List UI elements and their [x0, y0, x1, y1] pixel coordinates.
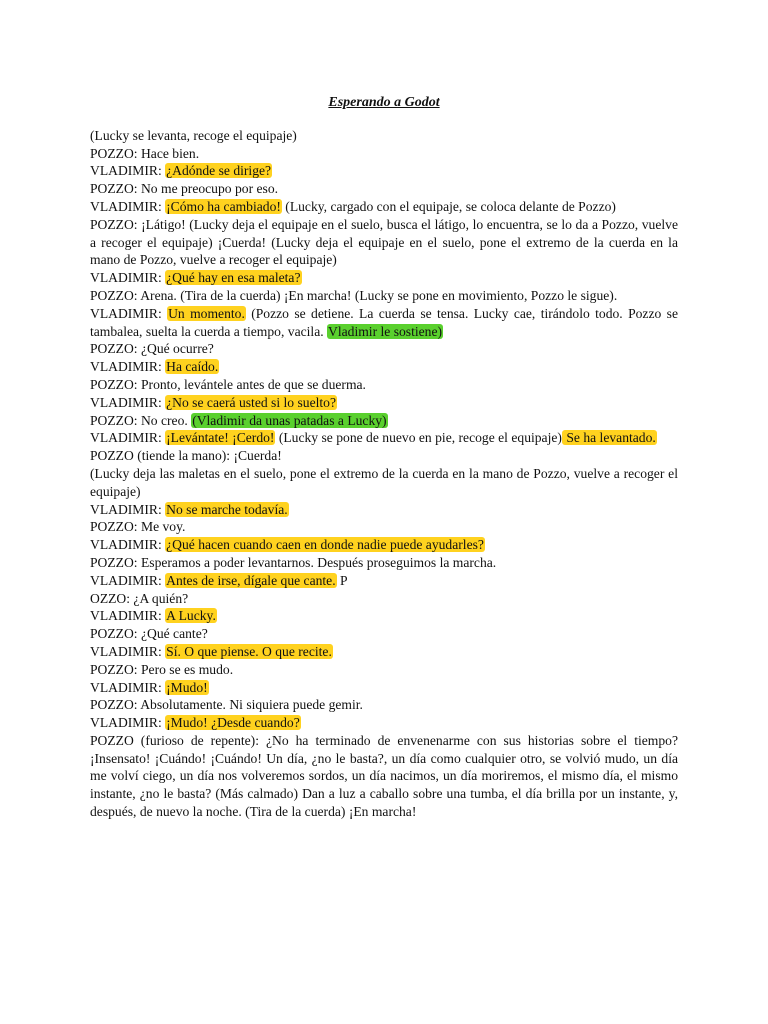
line-text: (Pozzo se detiene. La cuerda se tensa. Lucky cae, tirándolo todo. Pozzo se tambalea, suelta la cuerda a tiempo, vacila. [90, 305, 678, 339]
line-text: VLADIMIR: [90, 537, 166, 553]
dialogue-line [90, 127, 678, 145]
line-text: VLADIMIR: [90, 643, 166, 659]
highlight-yellow: ¿Qué hacen cuando caen en donde nadie puede ayudarles? [166, 537, 484, 553]
highlight-yellow: Sí. O que piense. O que recite. [166, 643, 332, 659]
highlight-yellow: ¡Mudo! [166, 679, 208, 695]
dialogue-line [90, 162, 678, 180]
dialogue-line [90, 661, 678, 679]
dialogue-line [90, 358, 678, 376]
line-text: POZZO: Arena. (Tira de la cuerda) ¡En marcha! (Lucky se pone en movimiento, Pozzo le sigue). [90, 287, 618, 303]
line-text: (Lucky se levanta, recoge el equipaje) [90, 127, 297, 143]
highlight-yellow: Ha caído. [166, 359, 219, 375]
line-text: POZZO (tiende la mano): ¡Cuerda! [90, 448, 282, 464]
dialogue-line [90, 518, 678, 536]
dialogue-line [90, 412, 678, 430]
line-text: POZZO: Me voy. [90, 519, 186, 535]
highlight-yellow: ¿Adónde se dirige? [166, 163, 272, 179]
dialogue-line [90, 447, 678, 465]
highlight-yellow: A Lucky. [166, 608, 216, 624]
dialogue-line [90, 625, 678, 643]
dialogue-line [90, 536, 678, 554]
dialogue-line [90, 590, 678, 608]
line-text: VLADIMIR: [90, 305, 168, 321]
dialogue-line [90, 465, 678, 501]
dialogue-line [90, 198, 678, 216]
line-text: VLADIMIR: [90, 198, 166, 214]
line-text: VLADIMIR: [90, 572, 166, 588]
line-text: POZZO: ¿Qué cante? [90, 626, 208, 642]
dialogue-line [90, 679, 678, 697]
highlight-yellow: ¡Cómo ha cambiado! [166, 198, 281, 214]
dialogue-line [90, 643, 678, 661]
dialogue-line [90, 572, 678, 590]
line-text: POZZO: Pronto, levántele antes de que se duerma. [90, 376, 366, 392]
line-text: VLADIMIR: [90, 394, 166, 410]
dialogue-line [90, 714, 678, 732]
line-text: OZZO: ¿A quién? [90, 590, 189, 606]
highlight-yellow: ¡Mudo! ¿Desde cuando? [166, 715, 300, 731]
line-text: VLADIMIR: [90, 270, 166, 286]
document-body [90, 127, 678, 821]
dialogue-line [90, 287, 678, 305]
dialogue-line [90, 180, 678, 198]
line-text: VLADIMIR: [90, 501, 166, 517]
line-text: VLADIMIR: [90, 163, 166, 179]
dialogue-line [90, 429, 678, 447]
highlight-yellow: ¿No se caerá usted si lo suelto? [166, 394, 337, 410]
dialogue-line [90, 732, 678, 821]
highlight-yellow: ¿Qué hay en esa maleta? [166, 270, 301, 286]
dialogue-line [90, 269, 678, 287]
highlight-yellow: Se ha levantado. [562, 430, 656, 446]
line-text: VLADIMIR: [90, 430, 166, 446]
line-text: POZZO: ¡Látigo! (Lucky deja el equipaje en el suelo, busca el látigo, lo encuentra, se lo da a Pozzo, vuelve a recoger el equipaje) ¡Cuerda! (Lucky deja el equipaje en el suelo, pone el extremo de la cuerda en la mano de Pozzo, vuelve a recoger el equipaje) [90, 216, 678, 268]
dialogue-line [90, 145, 678, 163]
line-text: POZZO: Absolutamente. Ni siquiera puede gemir. [90, 697, 363, 713]
dialogue-line [90, 394, 678, 412]
highlight-yellow: No se marche todavía. [166, 501, 288, 517]
highlight-green: Vladimir le sostiene) [328, 323, 443, 339]
line-text: (Lucky deja las maletas en el suelo, pone el extremo de la cuerda en la mano de Pozzo, vuelve a recoger el equipaje) [90, 465, 678, 499]
highlight-yellow: ¡Levántate! ¡Cerdo! [166, 430, 275, 446]
line-text: (Lucky se pone de nuevo en pie, recoge el equipaje) [275, 430, 562, 446]
dialogue-line [90, 554, 678, 572]
line-text: POZZO (furioso de repente): ¿No ha terminado de envenenarme con sus historias sobre el tiempo? ¡Insensato! ¡Cuándo! ¡Cuándo! Un día, ¿no le basta?, un día como cualquier otro, se volvió mudo, un día me volví ciego, un día nos volveremos sordos, un día nacimos, un día moriremos, el mismo día, el mismo instante, ¿no le basta? (Más calmado) Dan a luz a caballo sobre una tumba, el día brilla por un instante, y, después, de nuevo la noche. (Tira de la cuerda) ¡En marcha! [90, 732, 678, 820]
line-text: VLADIMIR: [90, 715, 166, 731]
line-text: VLADIMIR: [90, 679, 166, 695]
highlight-green: (Vladimir da unas patadas a Lucky) [192, 412, 387, 428]
dialogue-line [90, 340, 678, 358]
dialogue-line [90, 696, 678, 714]
line-text: POZZO: ¿Qué ocurre? [90, 341, 214, 357]
highlight-yellow: Antes de irse, dígale que cante. [166, 572, 336, 588]
dialogue-line [90, 305, 678, 341]
dialogue-line [90, 216, 678, 269]
line-text: POZZO: No creo. [90, 412, 192, 428]
line-text: POZZO: Esperamos a poder levantarnos. Después proseguimos la marcha. [90, 554, 497, 570]
line-text: P [336, 572, 348, 588]
dialogue-line [90, 376, 678, 394]
line-text: POZZO: Hace bien. [90, 145, 200, 161]
document-title: Esperando a Godot [328, 95, 440, 110]
line-text: (Lucky, cargado con el equipaje, se coloca delante de Pozzo) [281, 198, 616, 214]
dialogue-line [90, 607, 678, 625]
line-text: VLADIMIR: [90, 608, 166, 624]
highlight-yellow: Un momento. [168, 305, 245, 321]
document-page [90, 94, 678, 821]
line-text: VLADIMIR: [90, 359, 166, 375]
line-text: POZZO: No me preocupo por eso. [90, 181, 279, 197]
line-text: POZZO: Pero se es mudo. [90, 661, 234, 677]
dialogue-line [90, 501, 678, 519]
